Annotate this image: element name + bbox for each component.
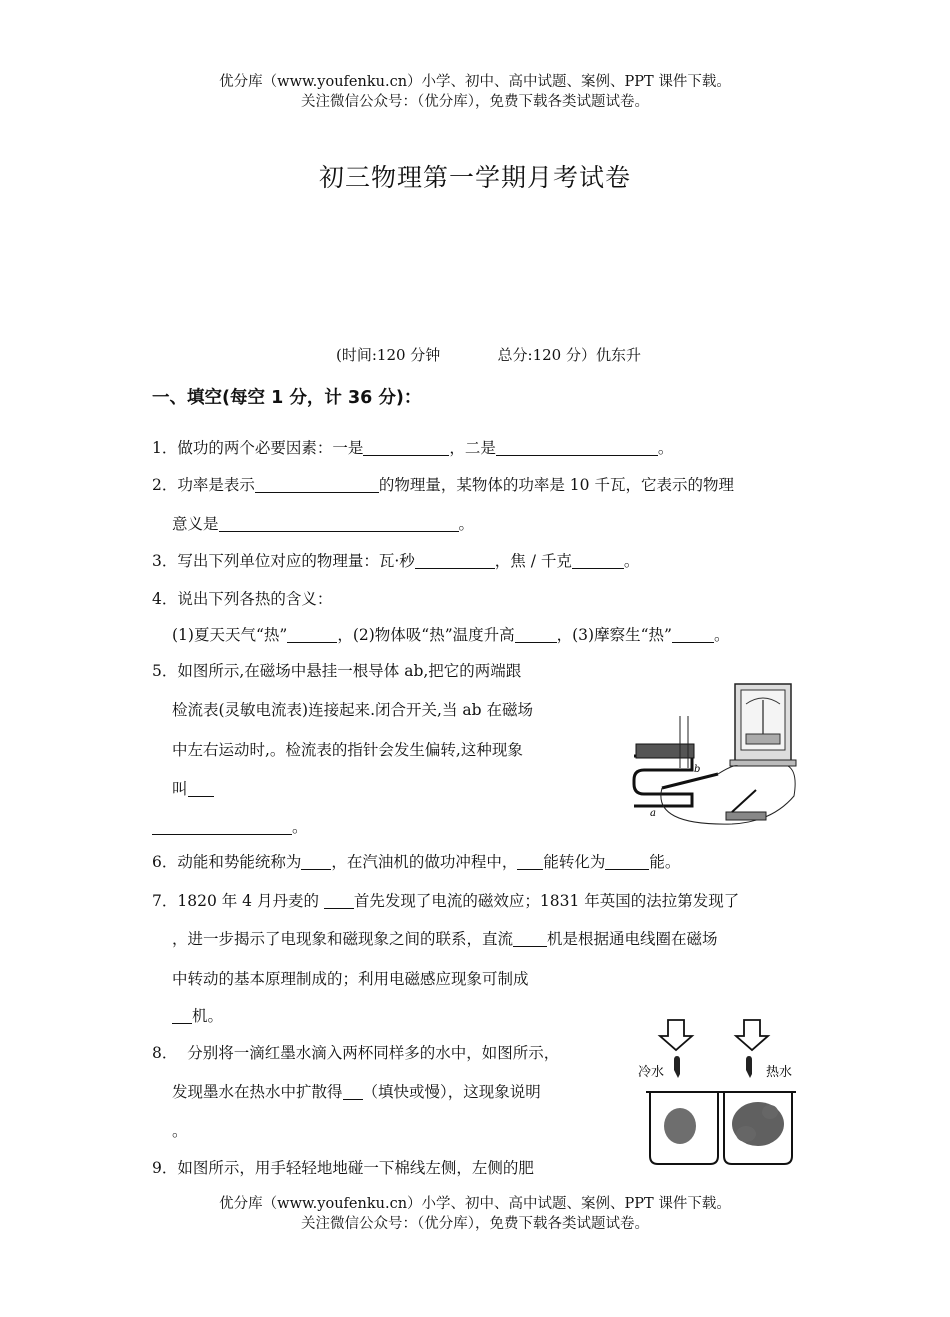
question-8: 8． 分别将一滴红墨水滴入两杯同样多的水中，如图所示， bbox=[152, 1044, 560, 1062]
label-a: a bbox=[650, 808, 656, 819]
diffusion-figure bbox=[634, 1016, 812, 1168]
question-4: 4．说出下列各热的含义： bbox=[152, 590, 333, 608]
question-5-line-1: 5．如图所示,在磁场中悬挂一根导体 ab,把它的两端跟 bbox=[152, 662, 522, 680]
question-8-line-2: 发现墨水在热水中扩散得 （填快或慢），这现象说明 bbox=[172, 1083, 541, 1101]
question-7: 7．1820 年 4 月丹麦的 首先发现了电流的磁效应；1831 年英国的法拉第发现了 bbox=[152, 892, 740, 910]
question-7-line-2: ，进一步揭示了电现象和磁现象之间的联系，直流 机是根据通电线圈在磁场 bbox=[172, 930, 718, 948]
exam-meta: (时间:120 分钟 总分:120 分）仇东升 bbox=[336, 346, 641, 364]
question-9: 9．如图所示，用手轻轻地地碰一下棉线左侧，左侧的肥 bbox=[152, 1159, 534, 1177]
question-1: 1．做功的两个必要因素：一是 ，二是 。 bbox=[152, 439, 674, 457]
question-8-line-3: 。 bbox=[172, 1122, 188, 1140]
footer-line-1: 优分库（www.youfenku.cn）小学、初中、高中试题、案例、PPT 课件下载。 bbox=[219, 1196, 731, 1212]
header-line-1: 优分库（www.youfenku.cn）小学、初中、高中试题、案例、PPT 课件下载。 bbox=[219, 74, 731, 90]
question-7-line-3: 中转动的基本原理制成的；利用电磁感应现象可制成 bbox=[172, 970, 529, 988]
question-5-line-4: 叫 bbox=[172, 779, 214, 799]
question-3: 3．写出下列单位对应的物理量：瓦·秒 ，焦 / 千克 。 bbox=[152, 552, 640, 570]
question-4-cont: (1)夏天天气“热” ，(2)物体吸“热”温度升高 ，(3)摩察生“热” 。 bbox=[172, 626, 730, 644]
label-hot-water: 热水 bbox=[766, 1065, 793, 1080]
label-cold-water: 冷水 bbox=[638, 1065, 665, 1080]
question-6: 6．动能和势能统称为 ，在汽油机的做功冲程中， 能转化为 能。 bbox=[152, 853, 681, 871]
section-heading: 一、填空(每空 1 分，计 36 分)： bbox=[152, 388, 422, 408]
header-line-2: 关注微信公众号：（优分库），免费下载各类试题试卷。 bbox=[301, 94, 649, 110]
footer-line-2: 关注微信公众号：（优分库），免费下载各类试题试卷。 bbox=[301, 1216, 649, 1232]
question-5-line-5: 。 bbox=[152, 817, 308, 837]
page-title: 初三物理第一学期月考试卷 bbox=[318, 163, 631, 192]
question-7-line-4: 机。 bbox=[172, 1006, 223, 1026]
question-2-cont: 意义是 。 bbox=[172, 515, 475, 533]
label-b: b bbox=[694, 764, 701, 775]
question-5-line-2: 检流表(灵敏电流表)连接起来.闭合开关,当 ab 在磁场 bbox=[172, 701, 533, 719]
galvanometer-figure bbox=[622, 676, 802, 832]
question-2: 2．功率是表示 的物理量，某物体的功率是 10 千瓦，它表示的物理 bbox=[152, 476, 734, 494]
question-5-line-3: 中左右运动时,。检流表的指针会发生偏转,这种现象 bbox=[172, 741, 523, 759]
